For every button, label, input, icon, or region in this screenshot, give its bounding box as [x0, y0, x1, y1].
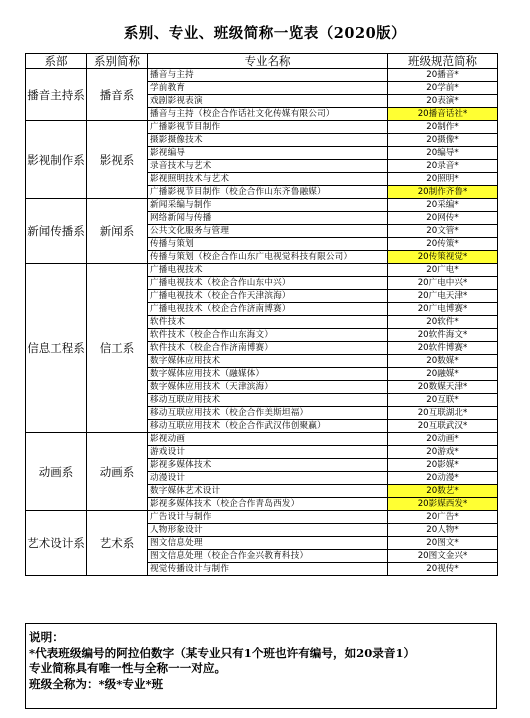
- class-abbr-cell: 20网传*: [388, 212, 498, 225]
- class-abbr-cell: 20视传*: [388, 563, 498, 576]
- class-abbr-cell-highlighted: 20制作齐鲁*: [388, 186, 498, 199]
- major-name-cell: 广播影视节目制作（校企合作山东齐鲁融媒）: [148, 186, 388, 199]
- major-name-cell: 广播电视技术: [148, 264, 388, 277]
- class-abbr-cell: 20图文*: [388, 537, 498, 550]
- major-name-cell: 数字媒体艺术设计: [148, 485, 388, 498]
- major-name-cell: 播音与主持: [148, 69, 388, 82]
- major-name-cell: 广告设计与制作: [148, 511, 388, 524]
- major-name-cell: 图文信息处理: [148, 537, 388, 550]
- major-name-cell: 广播电视技术（校企合作山东中兴）: [148, 277, 388, 290]
- class-abbr-cell: 20互联湖北*: [388, 407, 498, 420]
- class-abbr-cell: 20软件海文*: [388, 329, 498, 342]
- document-title: 系别、专业、班级简称一览表（2020版）: [123, 25, 407, 42]
- class-abbr-cell: 20学前*: [388, 82, 498, 95]
- dept-abbr-cell: 动画系: [87, 433, 148, 511]
- class-abbr-cell: 20播音*: [388, 69, 498, 82]
- class-abbr-cell-highlighted: 20传策视觉*: [388, 251, 498, 264]
- class-abbr-cell: 20摄像*: [388, 134, 498, 147]
- table-header-row: [26, 54, 498, 69]
- class-abbr-cell: 20传策*: [388, 238, 498, 251]
- class-abbr-cell: 20数媒*: [388, 355, 498, 368]
- table-row: [26, 199, 498, 212]
- class-abbr-cell: 20互联武汉*: [388, 420, 498, 433]
- class-abbr-cell-highlighted: 20播音话社*: [388, 108, 498, 121]
- class-abbr-cell: 20录音*: [388, 160, 498, 173]
- table-row: [26, 433, 498, 446]
- class-abbr-cell: 20广电*: [388, 264, 498, 277]
- major-name-cell: 移动互联应用技术（校企合作美斯坦福）: [148, 407, 388, 420]
- dept-cell: 新闻传播系: [26, 199, 87, 264]
- class-abbr-cell: 20图文金兴*: [388, 550, 498, 563]
- class-abbr-cell: 20动画*: [388, 433, 498, 446]
- major-name-cell: 传播与策划（校企合作山东广电视觉科技有限公司）: [148, 251, 388, 264]
- class-abbr-cell: 20软件博赛*: [388, 342, 498, 355]
- dept-abbr-cell: 影视系: [87, 121, 148, 199]
- header-major: 专业名称: [148, 54, 388, 69]
- table-body: [26, 69, 498, 576]
- dept-abbr-cell: 艺术系: [87, 511, 148, 576]
- major-name-cell: 动漫设计: [148, 472, 388, 485]
- notes-box: [25, 623, 497, 709]
- major-name-cell: 影视动画: [148, 433, 388, 446]
- major-name-cell: 图文信息处理（校企合作金兴教育科技）: [148, 550, 388, 563]
- table-row: [26, 511, 498, 524]
- class-abbr-cell: 20表演*: [388, 95, 498, 108]
- major-name-cell: 影视多媒体技术: [148, 459, 388, 472]
- class-abbr-cell: 20游戏*: [388, 446, 498, 459]
- major-name-cell: 视觉传播设计与制作: [148, 563, 388, 576]
- major-name-cell: 软件技术（校企合作山东海文）: [148, 329, 388, 342]
- major-name-cell: 戏剧影视表演: [148, 95, 388, 108]
- notes-line-1: *代表班级编号的阿拉伯数字（某专业只有1个班也许有编号，如20录音1）: [29, 645, 416, 660]
- dept-cell: 信息工程系: [26, 264, 87, 433]
- class-abbr-cell: 20软件*: [388, 316, 498, 329]
- dept-abbr-cell: 信工系: [87, 264, 148, 433]
- notes-line-2: 专业简称具有唯一性与全称一一对应。: [29, 661, 227, 675]
- dept-abbr-cell: 播音系: [87, 69, 148, 121]
- major-name-cell: 广播电视技术（校企合作天津滨海）: [148, 290, 388, 303]
- class-abbr-cell: 20互联*: [388, 394, 498, 407]
- table-row: [26, 69, 498, 82]
- major-name-cell: 公共文化服务与管理: [148, 225, 388, 238]
- class-abbr-cell: 20照明*: [388, 173, 498, 186]
- table-row: [26, 121, 498, 134]
- major-name-cell: 网络新闻与传播: [148, 212, 388, 225]
- major-name-cell: 影视编导: [148, 147, 388, 160]
- major-name-cell: 数字媒体应用技术（融媒体）: [148, 368, 388, 381]
- dept-cell: 动画系: [26, 433, 87, 511]
- class-abbr-cell: 20采编*: [388, 199, 498, 212]
- notes-heading: 说明：: [29, 630, 64, 644]
- major-name-cell: 软件技术（校企合作济南博赛）: [148, 342, 388, 355]
- class-abbr-cell: 20广电博赛*: [388, 303, 498, 316]
- class-abbr-cell: 20广电天津*: [388, 290, 498, 303]
- header-abbr: 系别简称: [87, 54, 148, 69]
- class-abbr-cell: 20人物*: [388, 524, 498, 537]
- major-name-cell: 人物形象设计: [148, 524, 388, 537]
- major-name-cell: 影视多媒体技术（校企合作青岛西发）: [148, 498, 388, 511]
- dept-abbr-cell: 新闻系: [87, 199, 148, 264]
- class-abbr-cell: 20影媒*: [388, 459, 498, 472]
- major-name-cell: 数字媒体应用技术: [148, 355, 388, 368]
- dept-cell: 播音主持系: [26, 69, 87, 121]
- major-name-cell: 软件技术: [148, 316, 388, 329]
- major-name-cell: 录音技术与艺术: [148, 160, 388, 173]
- class-abbr-cell: 20融媒*: [388, 368, 498, 381]
- major-name-cell: 移动互联应用技术（校企合作武汉伟创聚赢）: [148, 420, 388, 433]
- class-abbr-cell: 20文管*: [388, 225, 498, 238]
- major-name-cell: 新闻采编与制作: [148, 199, 388, 212]
- major-name-cell: 传播与策划: [148, 238, 388, 251]
- notes-line-3: 班级全称为：*级*专业*班: [29, 676, 164, 691]
- class-abbr-cell-highlighted: 20影媒西发*: [388, 498, 498, 511]
- table-row: [26, 264, 498, 277]
- major-name-cell: 游戏设计: [148, 446, 388, 459]
- class-abbr-cell: 20数媒天津*: [388, 381, 498, 394]
- class-abbr-cell: 20广电中兴*: [388, 277, 498, 290]
- dept-cell: 影视制作系: [26, 121, 87, 199]
- class-abbr-cell: 20编导*: [388, 147, 498, 160]
- major-name-cell: 广播影视节目制作: [148, 121, 388, 134]
- class-abbr-cell: 20动漫*: [388, 472, 498, 485]
- major-name-cell: 学前教育: [148, 82, 388, 95]
- abbreviation-table: [25, 53, 498, 576]
- class-abbr-cell: 20制作*: [388, 121, 498, 134]
- major-name-cell: 移动互联应用技术: [148, 394, 388, 407]
- major-name-cell: 广播电视技术（校企合作济南博赛）: [148, 303, 388, 316]
- major-name-cell: 影视照明技术与艺术: [148, 173, 388, 186]
- dept-cell: 艺术设计系: [26, 511, 87, 576]
- major-name-cell: 数字媒体应用技术（天津滨海）: [148, 381, 388, 394]
- header-class: 班级规范简称: [388, 54, 498, 69]
- major-name-cell: 摄影摄像技术: [148, 134, 388, 147]
- class-abbr-cell: 20广告*: [388, 511, 498, 524]
- header-dept: 系部: [26, 54, 87, 69]
- class-abbr-cell-highlighted: 20数艺*: [388, 485, 498, 498]
- major-name-cell: 播音与主持（校企合作话社文化传媒有限公司）: [148, 108, 388, 121]
